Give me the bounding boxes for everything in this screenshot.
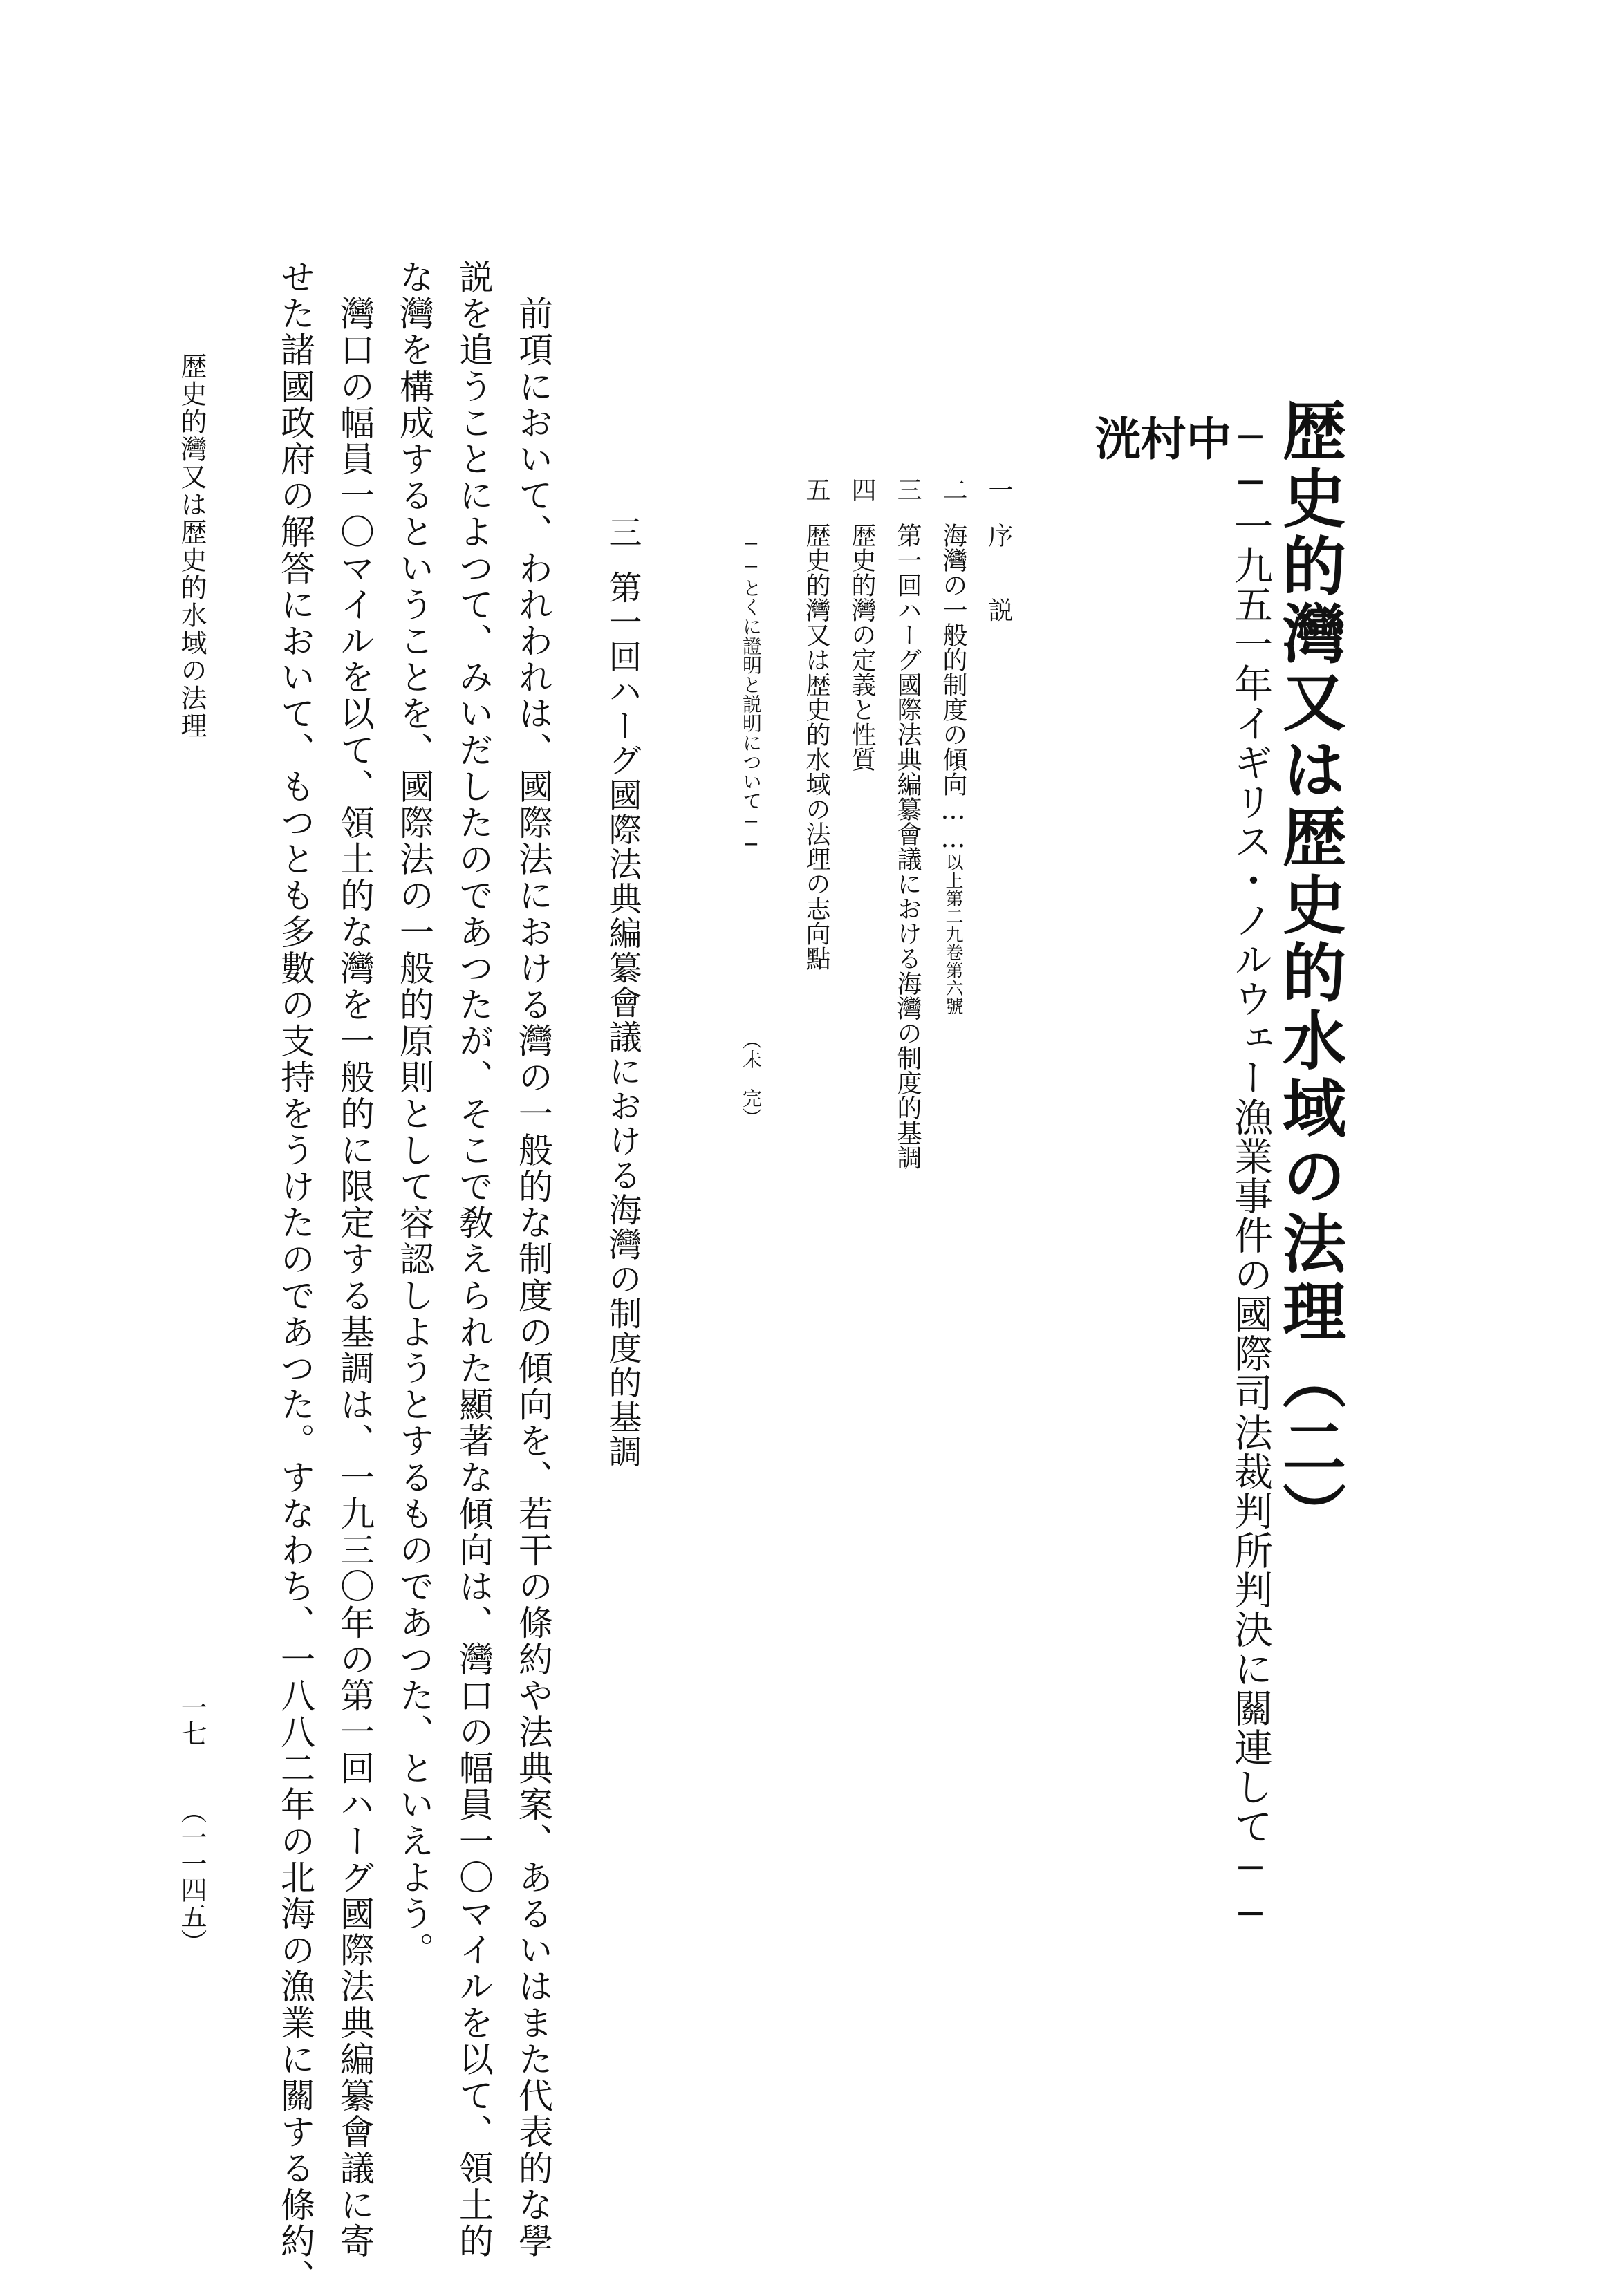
volume-page-number: （一一四五） [176,1798,207,1955]
article-title: 歴史的灣又は歴史的水域の法理（二） [1272,398,1347,1549]
body-line-2: 説を追うことによつて、みいだしたのであつたが、そこで敎えられた顯著な傾向は、灣口の幅員一〇マイルを以て、領土的 [454,259,494,2259]
toc-item-1 [986,477,1011,622]
section-number: 三 [603,515,642,550]
page-number: 一七 [176,1694,207,1746]
toc-item-text: 第一回ハーグ國際法典編纂會議における海灣の制度的基調 [893,523,922,1170]
section-heading [603,515,642,1469]
toc-item-2 [940,477,965,1015]
section-heading-text: 第一回ハーグ國際法典編纂會議における海灣の制度的基調 [603,570,642,1469]
toc-item-number: 二 [939,477,967,502]
toc-item-3 [895,477,920,1170]
toc-item-5 [803,477,828,971]
body-line-3: な灣を構成するということを、國際法の一般的原則として容認しようとするものであつた、といえよう。 [394,259,434,1969]
toc-item-number: 五 [802,477,830,502]
author-char-2: 村 [1133,415,1186,460]
body-line-5: せた諸國政府の解答において、もつとも多數の支持をうけたのであつた。すなわち、一八八二年の北海の漁業に關する條約、 [275,259,315,2296]
toc-item-number: 四 [848,477,876,502]
toc-item-number: 三 [893,477,922,502]
body-line-1: 前項において、われわれは、國際法における灣の一般的な制度の傾向を、若干の條約や法典案、あるいはまた代表的な學 [513,259,553,2259]
author-name [1087,415,1232,668]
toc-item-text: 海灣の一般的制度の傾向…… [939,523,967,853]
toc-item-4 [849,477,874,772]
running-title: 歴史的灣又は歴史的水域の法理 [176,353,207,740]
toc-item-note: 以上第二九卷第六號 [942,853,963,1015]
body-line-4: 灣口の幅員一〇マイルを以て、領土的な灣を一般的に限定する基調は、一九三〇年の第一回ハーグ國際法典編纂會議に寄 [335,259,375,2259]
author-char-1: 中 [1178,415,1232,460]
toc-unfinished-mark: （未 完） [740,1030,763,1127]
article-subtitle: ──一九五一年イギリス・ノルウェー漁業事件の國際司法裁判所判決に關連して── [1228,415,1273,1937]
toc-item-text: 序 説 [985,523,1013,622]
toc-item-text: 歴史的灣又は歴史的水域の法理の志向點 [802,523,830,971]
toc-item-text: 歴史的灣の定義と性質 [848,523,876,772]
toc-subnote: ──とくに證明と説明について── [740,532,763,856]
toc-item-number: 一 [985,477,1013,502]
author-char-3: 洸 [1087,415,1141,460]
